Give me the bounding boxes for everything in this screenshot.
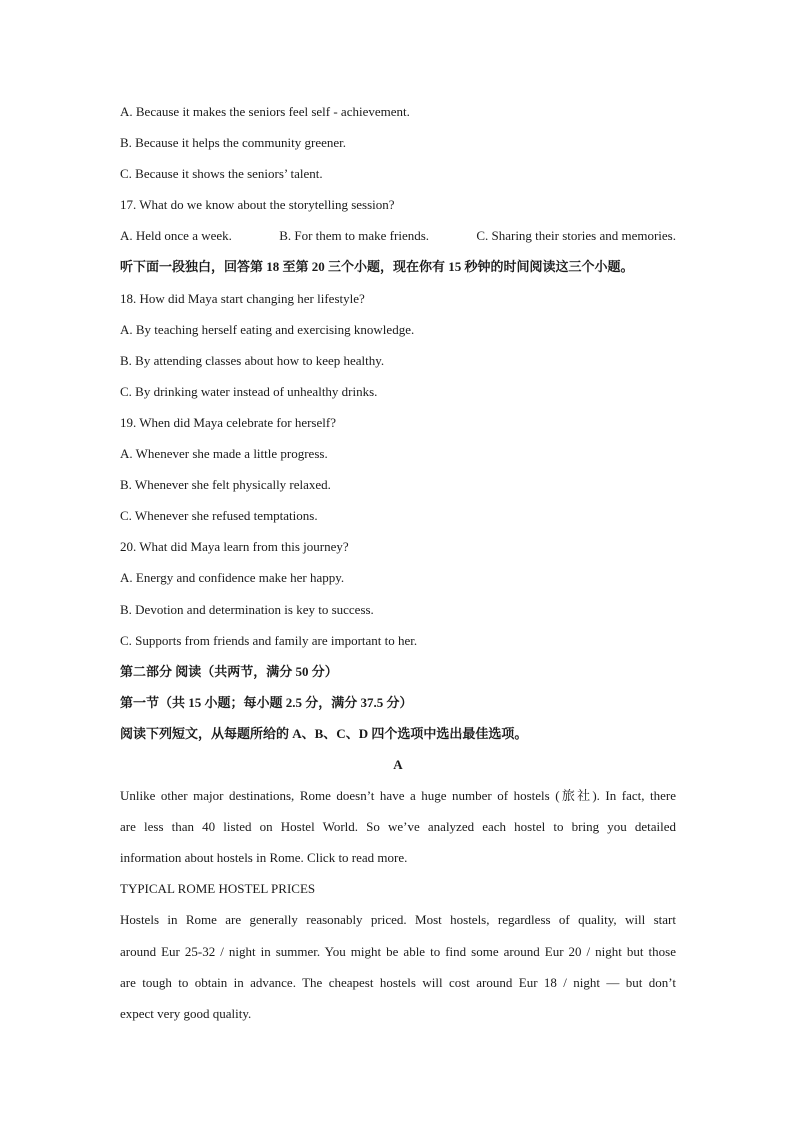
q19-question: 19. When did Maya celebrate for herself?: [120, 414, 336, 430]
q20-option-c: C. Supports from friends and family are important to her.: [120, 632, 418, 648]
q17-options: [120, 226, 676, 246]
q18-option-a: A. By teaching herself eating and exercising knowledge.: [120, 321, 415, 337]
part2-section1: 第一节（共 15 小题；每小题 2.5 分，满分 37.5 分）: [120, 694, 413, 710]
passage-p2-line2: around Eur 25-32 / night in summer. You might be able to find some around Eur 20 / night but those: [120, 943, 676, 959]
passage-p2-line1: Hostels in Rome are generally reasonably priced. Most hostels, regardless of quality, will start: [120, 912, 676, 928]
passage-p2-line4: expect very good quality.: [120, 1005, 252, 1021]
q17-option-b: B. For them to make friends.: [279, 228, 430, 244]
monologue-instruction: 听下面一段独白，回答第 18 至第 20 三个小题，现在你有 15 秒钟的时间阅读这三个小题。: [120, 259, 634, 275]
passage-p2-line3: are tough to obtain in advance. The cheapest hostels will cost around Eur 18 / night — but don’t: [120, 974, 676, 990]
q16-option-b: B. Because it helps the community greener.: [120, 135, 346, 151]
exam-page: [120, 102, 676, 1035]
passage-heading: TYPICAL ROME HOSTEL PRICES: [120, 881, 316, 897]
q16-option-a: A. Because it makes the seniors feel self - achievement.: [120, 104, 410, 119]
q17-question: 17. What do we know about the storytelling session?: [120, 197, 395, 213]
q16-option-c: C. Because it shows the seniors’ talent.: [120, 166, 323, 182]
q18-option-b: B. By attending classes about how to keep healthy.: [120, 352, 385, 368]
q19-option-a: A. Whenever she made a little progress.: [120, 446, 328, 462]
q18-question: 18. How did Maya start changing her lifestyle?: [120, 290, 365, 306]
q17-option-c: C. Sharing their stories and memories.: [476, 228, 676, 244]
part2-instruction: 阅读下列短文，从每题所给的 A、B、C、D 四个选项中选出最佳选项。: [120, 725, 528, 741]
q19-option-b: B. Whenever she felt physically relaxed.: [120, 477, 331, 493]
q18-option-c: C. By drinking water instead of unhealthy drinks.: [120, 383, 378, 399]
q20-option-b: B. Devotion and determination is key to success.: [120, 601, 374, 617]
passage-p1-line1: Unlike other major destinations, Rome doesn’t have a huge number of hostels (旅社). In fact, there: [120, 788, 676, 804]
q17-option-a: A. Held once a week.: [120, 228, 232, 244]
q20-option-a: A. Energy and confidence make her happy.: [120, 570, 345, 586]
passage-label: A: [393, 756, 403, 772]
passage-p1-line2: are less than 40 listed on Hostel World. So we’ve analyzed each hostel to bring you detailed: [120, 819, 676, 835]
passage-p1-line3: information about hostels in Rome. Click to read more.: [120, 850, 408, 866]
q19-option-c: C. Whenever she refused temptations.: [120, 508, 318, 524]
part2-title: 第二部分 阅读（共两节，满分 50 分）: [120, 663, 338, 679]
q20-question: 20. What did Maya learn from this journey?: [120, 539, 349, 555]
